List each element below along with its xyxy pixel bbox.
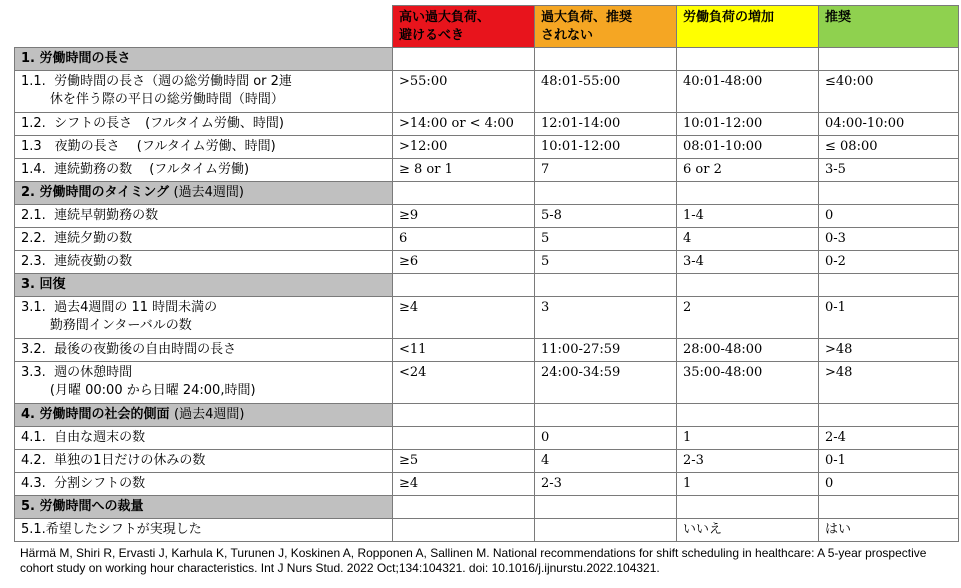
header-recommended-line1: 推奨 xyxy=(825,10,852,25)
table-row xyxy=(15,519,959,542)
section-row xyxy=(15,274,959,297)
value-recommended: 0-1 xyxy=(819,297,959,339)
section-title: 5. 労働時間への裁量 xyxy=(21,499,144,514)
section-empty-cell xyxy=(535,404,677,427)
value-overload: 7 xyxy=(535,159,677,182)
section-empty-cell xyxy=(819,274,959,297)
value-high-overload: <11 xyxy=(393,339,535,362)
item-label-cell xyxy=(15,159,393,182)
section-label-cell xyxy=(15,48,393,71)
section-note: (過去4週間) xyxy=(173,185,244,200)
item-label-cell xyxy=(15,251,393,274)
item-label-cell xyxy=(15,473,393,496)
value-recommended: 2-4 xyxy=(819,427,959,450)
value-increased-load: 2 xyxy=(677,297,819,339)
section-empty-cell xyxy=(393,182,535,205)
item-label-line: 勤務間インターバルの数 xyxy=(21,318,192,333)
item-label-cell xyxy=(15,519,393,542)
value-recommended: >48 xyxy=(819,362,959,404)
value-increased-load: 1-4 xyxy=(677,205,819,228)
header-blank-cell xyxy=(15,6,393,48)
section-empty-cell xyxy=(393,404,535,427)
header-increased-load-line1: 労働負荷の増加 xyxy=(683,10,775,25)
section-row xyxy=(15,404,959,427)
item-label-line: 3.2. 最後の夜勤後の自由時間の長さ xyxy=(21,342,237,357)
header-overload xyxy=(535,6,677,48)
item-label-cell xyxy=(15,113,393,136)
item-label-line: 4.2. 単独の1日だけの休みの数 xyxy=(21,453,206,468)
value-recommended: 0-1 xyxy=(819,450,959,473)
item-label-cell xyxy=(15,71,393,113)
section-label-cell xyxy=(15,496,393,519)
section-label-cell xyxy=(15,274,393,297)
item-label-cell xyxy=(15,205,393,228)
value-overload: 5 xyxy=(535,228,677,251)
table-row xyxy=(15,136,959,159)
value-high-overload: <24 xyxy=(393,362,535,404)
value-overload: 24:00-34:59 xyxy=(535,362,677,404)
item-label-cell xyxy=(15,450,393,473)
value-recommended: 0-2 xyxy=(819,251,959,274)
value-increased-load: 4 xyxy=(677,228,819,251)
item-label-line: 1.3 夜勤の長さ (フルタイム労働、時間) xyxy=(21,139,276,154)
section-empty-cell xyxy=(677,496,819,519)
value-increased-load: 35:00-48:00 xyxy=(677,362,819,404)
section-empty-cell xyxy=(393,274,535,297)
value-overload: 11:00-27:59 xyxy=(535,339,677,362)
item-label-line: 休を伴う際の平日の総労働時間（時間） xyxy=(21,92,284,107)
section-empty-cell xyxy=(677,48,819,71)
table-row xyxy=(15,159,959,182)
item-label-line: 4.3. 分割シフトの数 xyxy=(21,476,146,491)
value-recommended: >48 xyxy=(819,339,959,362)
section-title: 2. 労働時間のタイミング xyxy=(21,185,169,200)
value-overload: 5-8 xyxy=(535,205,677,228)
value-recommended: 3-5 xyxy=(819,159,959,182)
value-increased-load: 3-4 xyxy=(677,251,819,274)
value-recommended: はい xyxy=(819,519,959,542)
value-overload: 48:01-55:00 xyxy=(535,71,677,113)
value-overload: 2-3 xyxy=(535,473,677,496)
value-overload: 4 xyxy=(535,450,677,473)
header-overload-line2: されない xyxy=(541,28,594,43)
value-overload: 0 xyxy=(535,427,677,450)
value-recommended: 0-3 xyxy=(819,228,959,251)
section-empty-cell xyxy=(819,48,959,71)
shift-recommendation-table xyxy=(14,5,959,542)
section-title: 4. 労働時間の社会的側面 xyxy=(21,407,170,422)
header-overload-line1: 過大負荷、推奨 xyxy=(541,10,633,25)
value-increased-load: 6 or 2 xyxy=(677,159,819,182)
table-row xyxy=(15,228,959,251)
value-high-overload: 6 xyxy=(393,228,535,251)
section-empty-cell xyxy=(535,48,677,71)
item-label-line: (月曜 00:00 から日曜 24:00,時間) xyxy=(21,383,256,398)
table-row xyxy=(15,339,959,362)
table-row xyxy=(15,362,959,404)
table-row xyxy=(15,113,959,136)
section-row xyxy=(15,496,959,519)
value-high-overload: >55:00 xyxy=(393,71,535,113)
header-high-overload-line1: 高い過大負荷、 xyxy=(399,10,491,25)
table-row xyxy=(15,297,959,339)
section-empty-cell xyxy=(535,274,677,297)
value-high-overload: ≥9 xyxy=(393,205,535,228)
item-label-cell xyxy=(15,339,393,362)
value-recommended: ≤40:00 xyxy=(819,71,959,113)
value-high-overload: ≥4 xyxy=(393,297,535,339)
value-increased-load: 08:01-10:00 xyxy=(677,136,819,159)
item-label-line: 1.4. 連続勤務の数 (フルタイム労働) xyxy=(21,162,250,177)
header-high-overload-line2: 避けるべき xyxy=(399,28,465,43)
item-label-line: 2.1. 連続早朝勤務の数 xyxy=(21,208,159,223)
value-increased-load: 1 xyxy=(677,427,819,450)
header-increased-load xyxy=(677,6,819,48)
value-increased-load: 2-3 xyxy=(677,450,819,473)
item-label-cell xyxy=(15,362,393,404)
item-label-cell xyxy=(15,228,393,251)
value-recommended: 04:00-10:00 xyxy=(819,113,959,136)
table-row xyxy=(15,71,959,113)
value-recommended: 0 xyxy=(819,473,959,496)
item-label-cell xyxy=(15,297,393,339)
item-label-line: 3.1. 過去4週間の 11 時間未満の xyxy=(21,300,218,315)
header-recommended xyxy=(819,6,959,48)
value-high-overload: ≥5 xyxy=(393,450,535,473)
section-empty-cell xyxy=(819,496,959,519)
recommendation-table-container xyxy=(14,5,958,542)
section-row xyxy=(15,182,959,205)
section-empty-cell xyxy=(677,404,819,427)
section-empty-cell xyxy=(393,496,535,519)
citation-text: Härmä M, Shiri R, Ervasti J, Karhula K, Turunen J, Koskinen A, Ropponen A, Sallinen M. National recommendations for shift scheduling in healthcare: A 5-year prospective cohort study on working hour characteristics. Int J Nurs Stud. 2022 Oct;134:104321. doi: 10.1016/j.ijnurstu.2022.104321. xyxy=(20,546,927,575)
value-recommended: 0 xyxy=(819,205,959,228)
value-recommended: ≤ 08:00 xyxy=(819,136,959,159)
section-empty-cell xyxy=(819,182,959,205)
item-label-line: 2.2. 連続夕勤の数 xyxy=(21,231,133,246)
section-empty-cell xyxy=(677,182,819,205)
section-label-cell xyxy=(15,404,393,427)
header-row xyxy=(15,6,959,48)
value-increased-load: 28:00-48:00 xyxy=(677,339,819,362)
value-increased-load: いいえ xyxy=(677,519,819,542)
item-label-line: 3.3. 週の休憩時間 xyxy=(21,365,133,380)
section-note: (過去4週間) xyxy=(174,407,245,422)
section-title: 3. 回復 xyxy=(21,277,66,292)
value-overload: 10:01-12:00 xyxy=(535,136,677,159)
table-row xyxy=(15,473,959,496)
value-high-overload xyxy=(393,519,535,542)
value-overload: 12:01-14:00 xyxy=(535,113,677,136)
value-high-overload: >12:00 xyxy=(393,136,535,159)
value-overload xyxy=(535,519,677,542)
section-empty-cell xyxy=(535,182,677,205)
table-row xyxy=(15,427,959,450)
value-high-overload: >14:00 or < 4:00 xyxy=(393,113,535,136)
value-overload: 5 xyxy=(535,251,677,274)
section-label-cell xyxy=(15,182,393,205)
section-row xyxy=(15,48,959,71)
item-label-line: 1.2. シフトの長さ (フルタイム労働、時間) xyxy=(21,116,284,131)
item-label-cell xyxy=(15,427,393,450)
table-row xyxy=(15,450,959,473)
item-label-line: 4.1. 自由な週末の数 xyxy=(21,430,146,445)
value-increased-load: 1 xyxy=(677,473,819,496)
table-body xyxy=(15,6,959,542)
item-label-cell xyxy=(15,136,393,159)
value-increased-load: 10:01-12:00 xyxy=(677,113,819,136)
section-empty-cell xyxy=(819,404,959,427)
section-title: 1. 労働時間の長さ xyxy=(21,51,131,66)
value-high-overload xyxy=(393,427,535,450)
table-row xyxy=(15,251,959,274)
section-empty-cell xyxy=(535,496,677,519)
item-label-line: 2.3. 連続夜勤の数 xyxy=(21,254,133,269)
section-empty-cell xyxy=(677,274,819,297)
value-increased-load: 40:01-48:00 xyxy=(677,71,819,113)
section-empty-cell xyxy=(393,48,535,71)
value-high-overload: ≥6 xyxy=(393,251,535,274)
item-label-line: 1.1. 労働時間の長さ（週の総労働時間 or 2連 xyxy=(21,74,292,89)
table-row xyxy=(15,205,959,228)
value-high-overload: ≥4 xyxy=(393,473,535,496)
value-high-overload: ≥ 8 or 1 xyxy=(393,159,535,182)
value-overload: 3 xyxy=(535,297,677,339)
header-high-overload xyxy=(393,6,535,48)
item-label-line: 5.1.希望したシフトが実現した xyxy=(21,522,202,537)
